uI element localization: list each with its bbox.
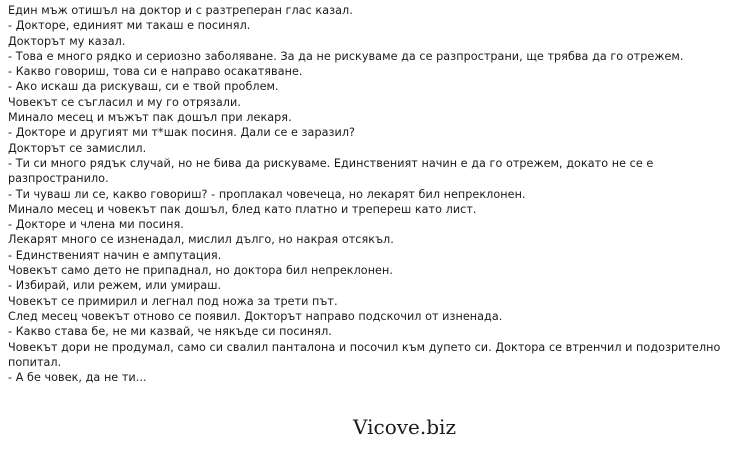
joke-line: Докторът се замислил. xyxy=(8,141,147,155)
joke-line: Един мъж отишъл на доктор и с разтреперан глас казал. xyxy=(8,4,353,17)
joke-line: - Това е много рядко и сериозно заболяване. За да не рискуваме да се разпространи, ще трябва да го отрежем. xyxy=(8,49,684,63)
joke-line: - Ти чуваш ли се, какво говориш? - проплакал човечеца, но лекарят бил непреклонен. xyxy=(8,187,526,201)
joke-line: След месец човекът отново се появил. Докторът направо подскочил от изненада. xyxy=(8,309,503,323)
joke-line: - Какво става бе, не ми казвай, че някъде си посинял. xyxy=(8,325,332,339)
joke-line: - Докторе и члена ми посиня. xyxy=(8,218,184,232)
joke-line: - Единственият начин е ампутация. xyxy=(8,248,222,262)
joke-line: - Докторе, единият ми такаш е посинял. xyxy=(8,19,251,33)
joke-line: - Ако искаш да рискуваш, си е твой проблем. xyxy=(8,80,279,94)
joke-line: Човекът дори не продумал, само си свалил панталона и посочил към дупето си. Доктора се втренчил и подозрително попитал. xyxy=(8,340,721,369)
joke-line: Лекарят много се изненадал, мислил дълго, но накрая отсякъл. xyxy=(8,233,394,247)
joke-line: Докторът му казал. xyxy=(8,34,126,48)
joke-line: Човекът се примирил и легнал под ножа за трети път. xyxy=(8,294,338,308)
joke-line: Минало месец и човекът пак дошъл, блед като платно и трепереш като лист. xyxy=(8,202,477,216)
joke-line: - Избирай, или режем, или умираш. xyxy=(8,279,222,293)
joke-text xyxy=(8,3,736,385)
joke-line: Човекът се съгласил и му го отрязали. xyxy=(8,95,241,109)
joke-line: - Какво говориш, това си е направо осакатяване. xyxy=(8,65,303,79)
joke-line: - А бе човек, да не ти... xyxy=(8,371,147,385)
joke-line: - Докторе и другият ми т*шак посиня. Дали се е заразил? xyxy=(8,126,356,140)
joke-line: Човекът само дето не припаднал, но доктора бил непреклонен. xyxy=(8,264,393,278)
joke-line: - Ти си много рядък случай, но не бива да рискуваме. Единственият начин е да го отрежем, докато не се е разпространило. xyxy=(8,156,654,186)
site-watermark: Vicove.biz xyxy=(353,415,456,439)
joke-line: Минало месец и мъжът пак дошъл при лекаря. xyxy=(8,111,292,125)
